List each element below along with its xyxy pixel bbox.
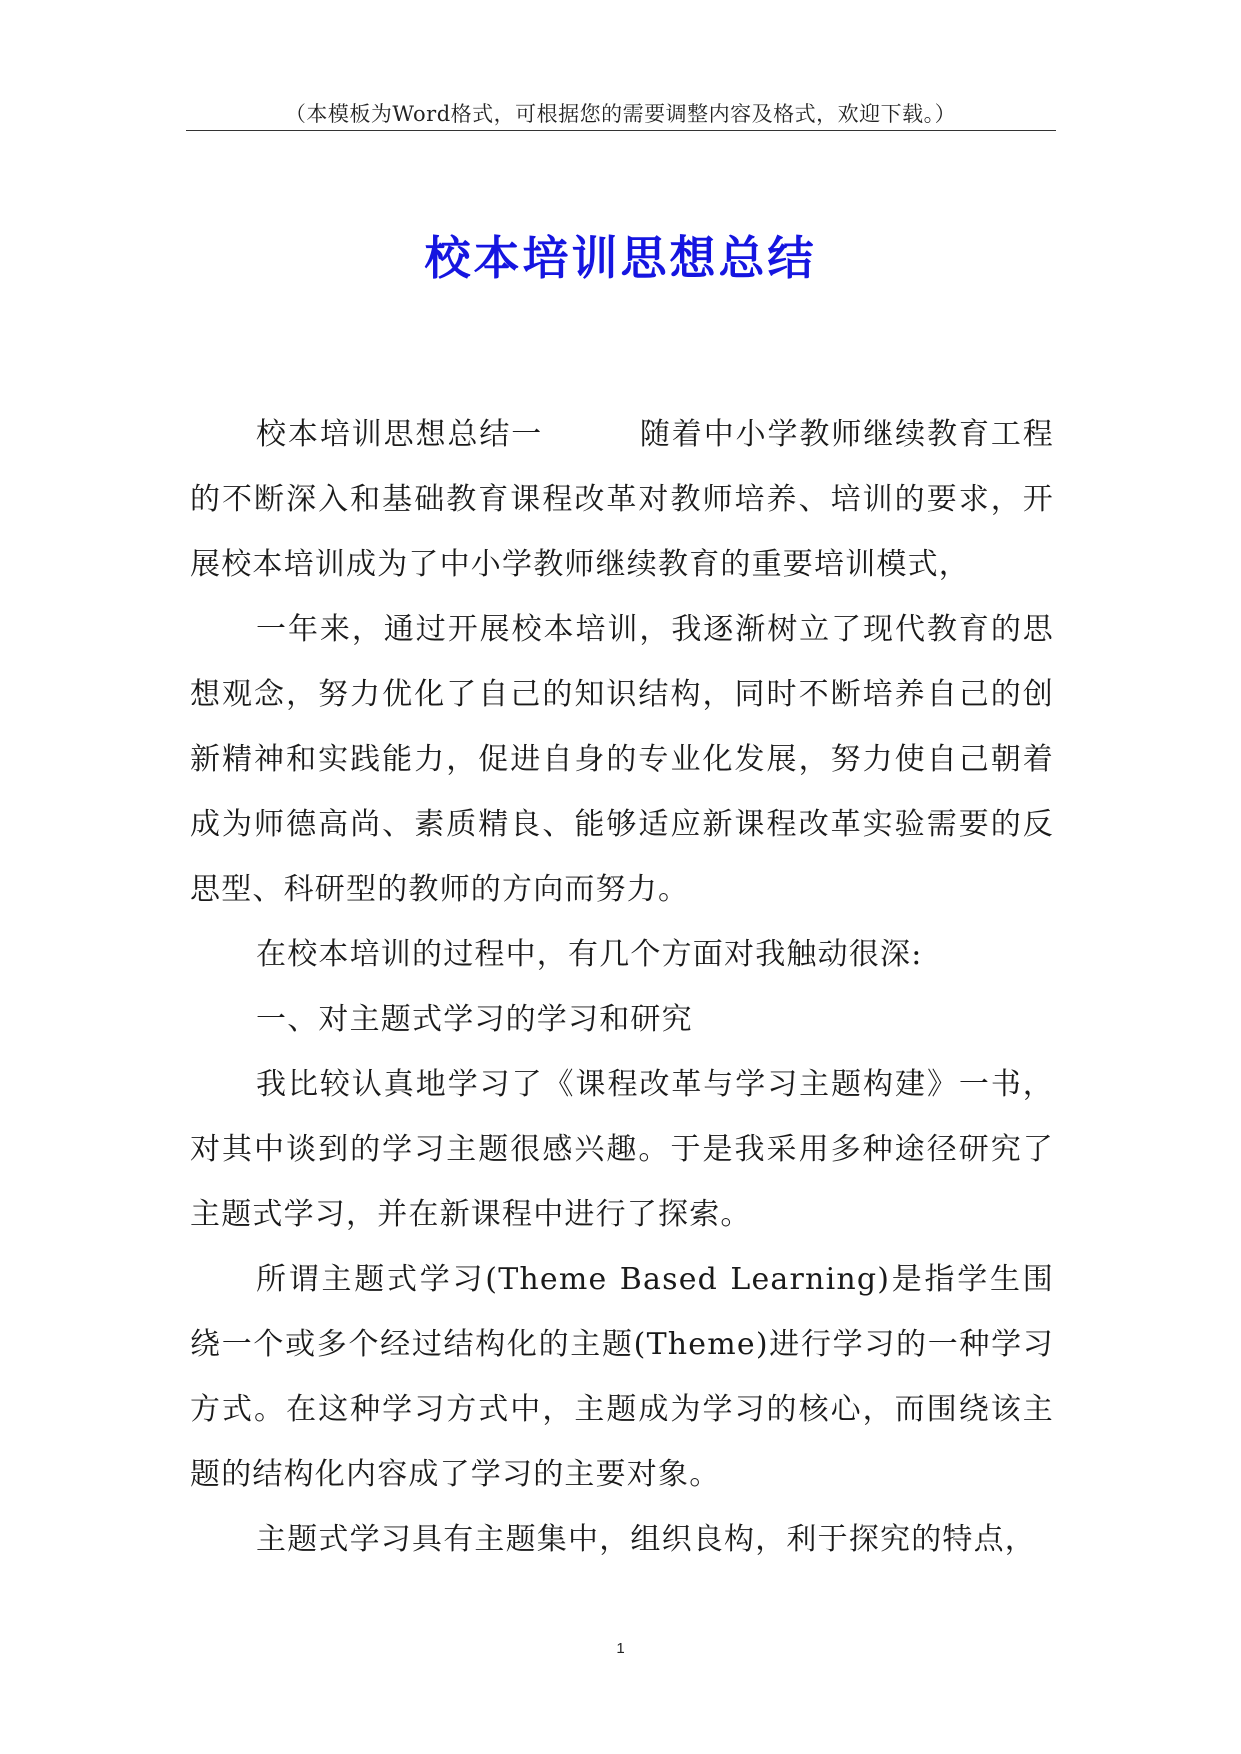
paragraph-1-text: 随着中小学教师继续教育工程的不断深入和基础教育课程改革对教师培养、培训的要求，开展校本培训成为了中小学教师继续教育的重要培训模式， <box>190 417 1054 582</box>
header-note: （本模板为Word格式，可根据您的需要调整内容及格式，欢迎下载。） <box>284 102 957 126</box>
paragraph-1 <box>190 402 1054 597</box>
paragraph-5: 所谓主题式学习(Theme Based Learning)是指学生围绕一个或多个经过结构化的主题(Theme)进行学习的一种学习方式。在这种学习方式中，主题成为学习的核心，而围绕该主题的结构化内容成了学习的主要对象。 <box>190 1262 1054 1492</box>
paragraph-4: 我比较认真地学习了《课程改革与学习主题构建》一书，对其中谈到的学习主题很感兴趣。于是我采用多种途径研究了主题式学习，并在新课程中进行了探索。 <box>190 1067 1054 1232</box>
document-title: 校本培训思想总结 <box>424 231 817 285</box>
paragraph-2: 一年来，通过开展校本培训，我逐渐树立了现代教育的思想观念，努力优化了自己的知识结构，同时不断培养自己的创新精神和实践能力，促进自身的专业化发展，努力使自己朝着成为师德高尚、素质精良、能够适应新课程改革实验需要的反思型、科研型的教师的方向而努力。 <box>190 612 1054 907</box>
paragraph-6: 主题式学习具有主题集中，组织良构，利于探究的特点， <box>256 1522 1036 1557</box>
header-divider <box>186 130 1056 131</box>
paragraph-3: 在校本培训的过程中，有几个方面对我触动很深: <box>256 937 923 972</box>
document-body <box>190 402 1054 1572</box>
section-heading-1: 一、对主题式学习的学习和研究 <box>256 1002 693 1037</box>
paragraph-1-lead: 校本培训思想总结一 <box>256 417 544 452</box>
page-number: 1 <box>616 1640 625 1657</box>
